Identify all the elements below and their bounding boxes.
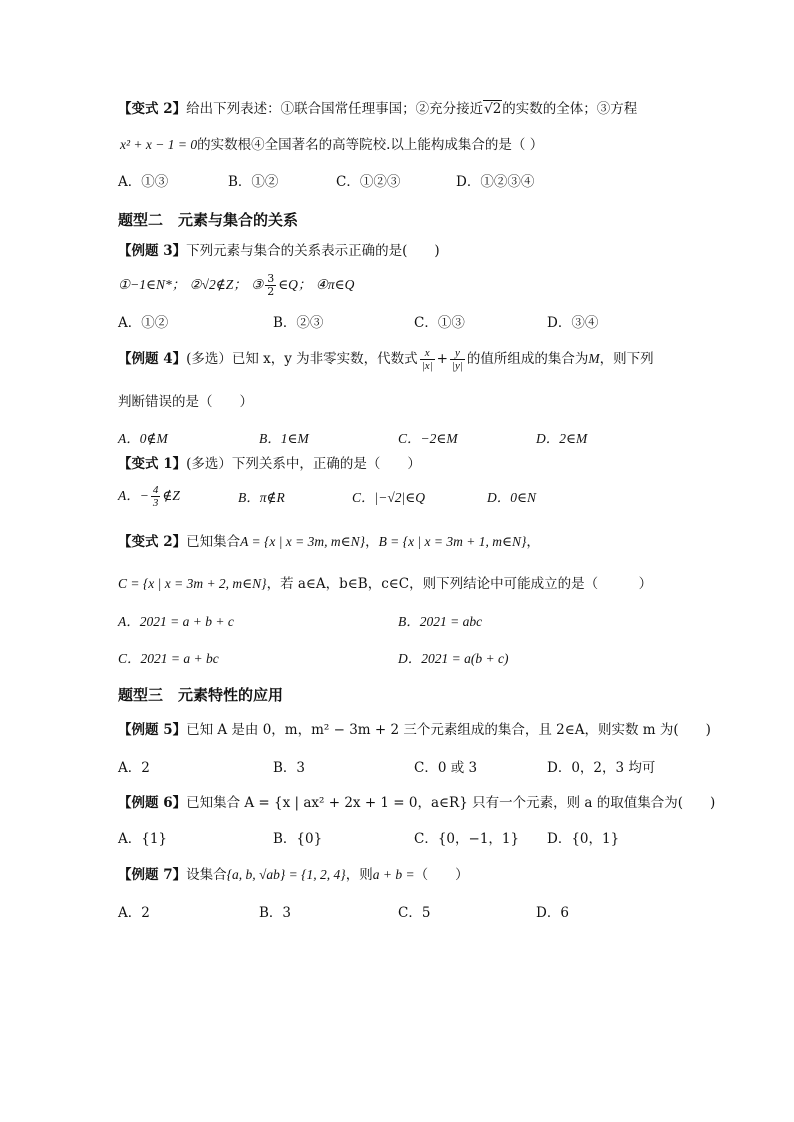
option-c: C．①③ <box>414 315 465 331</box>
item-3: ③ <box>251 277 264 292</box>
option-a: A．①② <box>118 315 169 331</box>
item-1: ①−1∈N*； <box>118 277 186 292</box>
ex7-question: 【例题 7】设集合{a, b, √ab} = {1, 2, 4}，则a + b =（ ） <box>118 867 469 883</box>
option-d: D．③④ <box>547 315 599 331</box>
option-c: C．{0，−1，1} <box>414 831 520 847</box>
bianshi2b-text-a: 已知集合 <box>186 534 241 550</box>
plus-sign: + <box>436 351 448 367</box>
option-a: A．0∉M <box>118 431 168 446</box>
option-d: D．①②③④ <box>456 174 535 190</box>
equation: x² + x − 1 = 0 <box>120 137 198 152</box>
ex5-tag: 【例题 5】 <box>118 722 187 738</box>
section-title: 题型三 元素特性的应用 <box>118 686 284 704</box>
option-b: B．{0} <box>273 831 323 847</box>
option-d: D．2∈M <box>536 431 588 446</box>
option-a: A．2 <box>118 905 150 921</box>
set-c: C = {x | x = 3m + 2, m∈N} <box>118 576 267 591</box>
option-d: D．6 <box>536 905 569 921</box>
section-title: 题型二 元素与集合的关系 <box>118 211 299 229</box>
option-b: B．①② <box>228 174 279 190</box>
option-a: A．{1} <box>118 831 168 847</box>
ex4-question-line1 <box>118 344 654 374</box>
ex5-question <box>118 721 711 739</box>
ex4-question-line2: 判断错误的是（ ） <box>118 394 253 410</box>
ex6-text: 已知集合 A = {x | ax² + 2x + 1 = 0，a∈R} 只有一个元素，则 a 的取值集合为( ) <box>186 795 716 811</box>
set-b: B = {x | x = 3m + 1, m∈N} <box>378 534 527 549</box>
option-d: D．{0，1} <box>547 831 620 847</box>
option-c: C．2021 = a + bc <box>118 651 219 666</box>
ex4-tag: 【例题 4】 <box>118 351 187 367</box>
option-b: B．π∉R <box>238 490 285 505</box>
ex5-text: 已知 A 是由 0，m，m² − 3m + 2 三个元素组成的集合，且 2∈A，则实数 m 为( ) <box>186 722 711 738</box>
ex3-text: 下列元素与集合的关系表示正确的是( ) <box>186 243 440 259</box>
ex7-tag: 【例题 7】 <box>118 867 187 883</box>
option-a: A．①③ <box>118 174 169 190</box>
item-3-rel: ∈Q； <box>278 277 312 292</box>
ex6-question <box>118 794 715 812</box>
ex4-text-a: (多选）已知 x，y 为非零实数，代数式 <box>186 351 418 367</box>
bianshi2b-tag: 【变式 2】 <box>118 534 187 550</box>
option-b: B．2021 = abc <box>398 614 483 629</box>
bianshi1-question <box>118 455 421 473</box>
item-4: ④π∈Q <box>315 277 355 292</box>
item-2: ②√2∉Z； <box>189 277 247 292</box>
option-a: A．− $\frac{4}{3}$ ∉Z <box>118 484 180 510</box>
bianshi1-tag: 【变式 1】 <box>118 456 187 472</box>
fraction-4-3: $\frac{4}{3}$ <box>152 484 159 510</box>
bianshi2-text3: 的实数根④全国著名的高等院校.以上能构成集合的是（ ） <box>197 137 544 153</box>
option-d: D．0，2，3 均可 <box>547 760 656 776</box>
sum-expression: a + b = <box>372 867 415 882</box>
set-m: M <box>588 351 600 366</box>
option-c: C．5 <box>398 905 431 921</box>
ex4-text-b: 的值所组成的集合为 <box>466 351 589 367</box>
bianshi2-question-line2 <box>120 136 543 154</box>
fraction-3-2: $\frac{3}{2}$ <box>267 272 275 298</box>
set-expression: {a, b, √ab} = {1, 2, 4} <box>226 867 346 882</box>
option-b: B．②③ <box>273 315 324 331</box>
option-c: C．−2∈M <box>398 431 458 446</box>
option-b: B．3 <box>259 905 292 921</box>
bianshi1-text: (多选）下列关系中，正确的是（ ） <box>186 456 421 472</box>
ex3-tag: 【例题 3】 <box>118 243 187 259</box>
ex7-text-a: 设集合 <box>186 867 227 883</box>
bianshi2-text2: 的实数的全体；③方程 <box>502 101 638 117</box>
option-c: C．①②③ <box>336 174 401 190</box>
set-a: A = {x | x = 3m, m∈N} <box>240 534 366 549</box>
bianshi2b-question-line1: 【变式 2】已知集合A = {x | x = 3m, m∈N}，B = {x | x = 3m + 1, m∈N}， <box>118 534 540 550</box>
fraction-x: $\frac{x}{|x|}$ <box>421 347 433 372</box>
option-a: A．2021 = a + b + c <box>118 614 234 629</box>
bianshi2b-question-line2 <box>118 575 652 593</box>
ex3-question <box>118 242 440 260</box>
option-c: C．|−√2|∈Q <box>352 490 425 505</box>
ex3-items <box>118 272 354 298</box>
bianshi2-tag: 【变式 2】 <box>118 101 187 117</box>
bianshi2b-text-b: ，若 a∈A，b∈B，c∈C，则下列结论中可能成立的是（ ） <box>266 576 653 592</box>
sqrt2-expr: √2 <box>484 101 502 117</box>
option-b: B．1∈M <box>259 431 309 446</box>
option-d: D．2021 = a(b + c) <box>398 651 509 666</box>
bianshi2-question-line1 <box>118 100 637 118</box>
ex6-tag: 【例题 6】 <box>118 795 187 811</box>
bianshi2-text: 给出下列表述：①联合国常任理事国；②充分接近 <box>186 101 484 117</box>
option-c: C．0 或 3 <box>414 760 478 776</box>
fraction-y: $\frac{y}{|y|}$ <box>451 347 463 372</box>
option-d: D．0∈N <box>487 490 536 505</box>
option-b: B．3 <box>273 760 306 776</box>
ex4-text-c: ，则下列 <box>599 351 654 367</box>
option-a: A．2 <box>118 760 150 776</box>
abs-sqrt2: |−√2| <box>374 490 406 505</box>
